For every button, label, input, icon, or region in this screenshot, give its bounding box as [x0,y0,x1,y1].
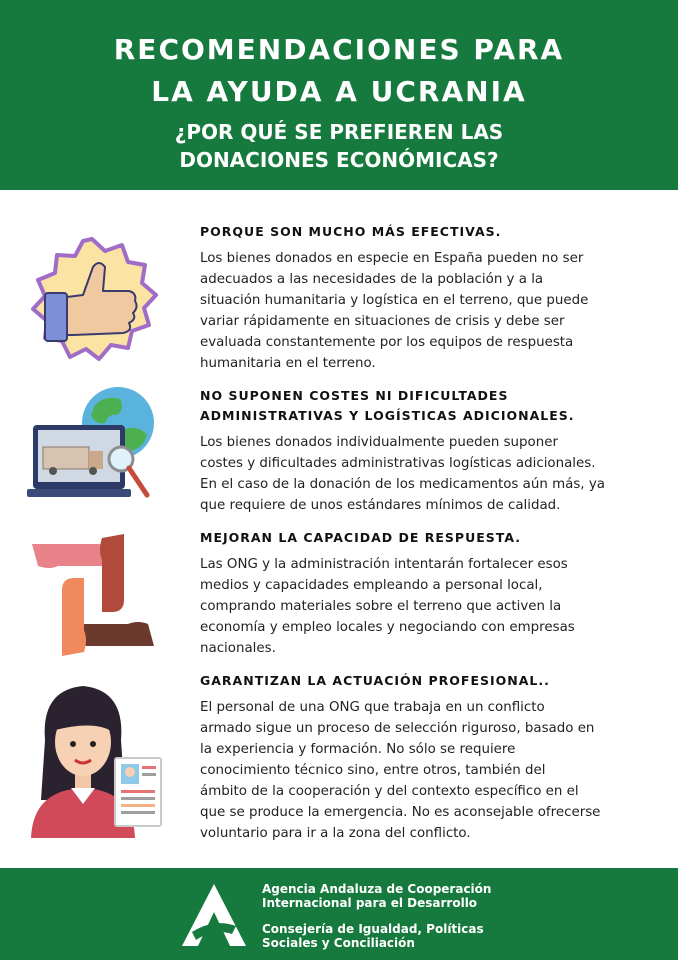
reason-effective-title: PORQUE SON MUCHO MÁS EFECTIVAS. [200,224,502,239]
reason-no-costs-text: Los bienes donados individualmente pueden suponer costes y dificultades administrativas logísticas adicionales. En el caso de la donación de los medicamentos aún más, ya que requiere de unos estándares mínimos de calidad. [200,435,605,513]
page-title-line2: LA AYUDA A UCRANIA [151,75,527,108]
agency-name: Agencia Andaluza de Cooperación Internacional para el Desarrollo [262,882,492,910]
reason-response-capacity [200,528,650,659]
page-subtitle-line1: ¿POR QUÉ SE PREFIEREN LAS [174,120,504,144]
department-name: Consejería de Igualdad, Políticas Sociales y Conciliación [262,922,484,950]
footer-banner [0,868,678,960]
joined-hands-icon [28,530,158,664]
globe-laptop-icon [25,385,165,514]
professional-woman-icon [25,680,170,844]
reason-no-costs [200,386,650,516]
reason-professional-text: El personal de una ONG que trabaja en un conflicto armado sigue un proceso de selección riguroso, basado en la experiencia y formación. No sólo se requiere conocimiento técnico sino, entre otros, también del ámbito de la cooperación y del contexto específico en el que se produce la emergencia. No es aconsejable ofrecerse voluntario para ir a la zona del conflicto. [200,700,601,841]
reason-effective-text: Los bienes donados en especie en España pueden no ser adecuados a las necesidades de la población y a la situación humanitaria y logística en el terreno, que puede variar rápidamente en situaciones de crisis y debe ser evaluada constantemente por los equipos de respuesta humanitaria en el terreno. [200,251,589,371]
page-subtitle-line2: DONACIONES ECONÓMICAS? [179,148,499,172]
page-title-line1: RECOMENDACIONES PARA [113,33,565,66]
reason-professional [200,671,650,844]
junta-andalucia-logo [180,882,248,952]
reason-response-capacity-text: Las ONG y la administración intentarán fortalecer esos medios y capacidades empleando a personal local, comprando materiales sobre el terreno que activen la economía y empleo locales y negociando con empresas nacionales. [200,557,575,656]
reason-effective [200,222,650,374]
thumbs-up-icon [25,235,160,369]
reason-professional-title: GARANTIZAN LA ACTUACIÓN PROFESIONAL.. [200,673,550,688]
header-banner [0,0,678,190]
reason-response-capacity-title: MEJORAN LA CAPACIDAD DE RESPUESTA. [200,530,521,545]
reason-no-costs-title: NO SUPONEN COSTES NI DIFICULTADES ADMINISTRATIVAS Y LOGÍSTICAS ADICIONALES. [200,388,575,423]
